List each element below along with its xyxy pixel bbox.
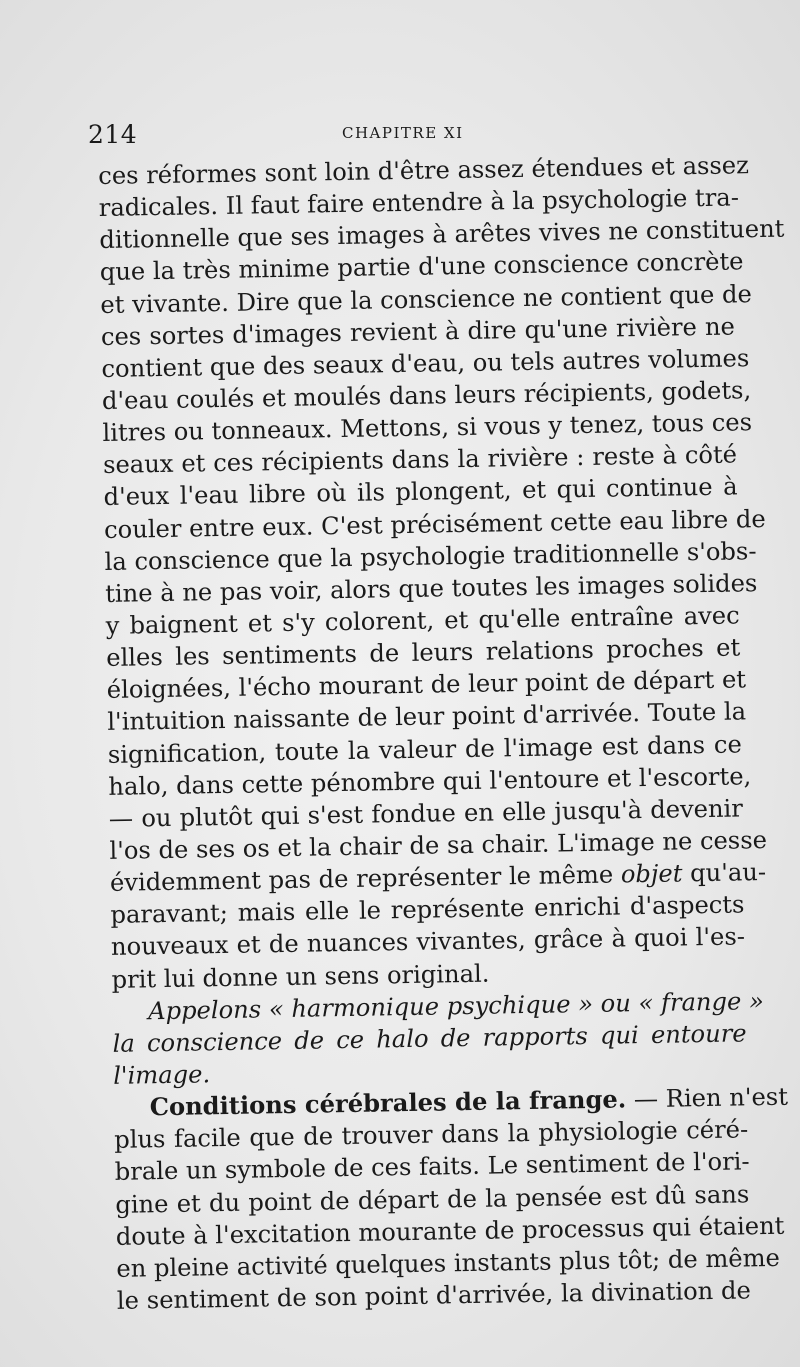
text-line: halo, dans cette pénombre qui l'entoure et l'escorte, bbox=[108, 761, 752, 801]
text-line: ces sortes d'images revient à dire qu'une rivière ne bbox=[100, 312, 736, 351]
text-line: prit lui donne un sens original. bbox=[111, 959, 490, 994]
text-line: en pleine activité quelques instants plus tôt; de même bbox=[116, 1243, 781, 1283]
text-line: d'eau coulés et moulés dans leurs récipients, godets, bbox=[101, 376, 752, 415]
text-line: — ou plutôt qui s'est fondue en elle jusqu'à devenir bbox=[108, 794, 744, 833]
text-line: l'intuition naissante de leur point d'arrivée. Toute la bbox=[107, 697, 747, 737]
text-line: gine et du point de départ de la pensée est dû sans bbox=[115, 1179, 750, 1219]
text-line: y baignent et s'y colorent, et qu'elle entraîne avec bbox=[105, 601, 740, 640]
text-line: d'eux l'eau libre où ils plongent, et qui continue à bbox=[103, 472, 738, 512]
section-heading: Conditions cérébrales de la frange. bbox=[149, 1084, 627, 1122]
text-line: ditionnelle que ses images à arêtes vives ne constituent bbox=[99, 214, 785, 255]
running-head: CHAPITRE XI bbox=[342, 124, 464, 142]
text-line: plus facile que de trouver dans la physiologie céré- bbox=[114, 1115, 749, 1155]
text-line: brale un symbole de ces faits. Le sentiment de l'ori- bbox=[114, 1147, 750, 1187]
emphasized-word: objet bbox=[620, 859, 683, 889]
text-line: le sentiment de son point d'arrivée, la divination de bbox=[116, 1276, 752, 1315]
text-line: la conscience que la psychologie traditionnelle s'obs- bbox=[104, 536, 757, 576]
text-line: et vivante. Dire que la conscience ne contient que de bbox=[100, 279, 753, 319]
body-text bbox=[98, 149, 789, 1316]
page-number: 214 bbox=[88, 120, 138, 149]
text-line: signification, toute la valeur de l'image est dans ce bbox=[107, 729, 743, 769]
text-run: évidemment pas de représenter le même bbox=[109, 860, 622, 897]
text-run: — Rien n'est bbox=[625, 1082, 789, 1114]
text-line: contient que des seaux d'eau, ou tels autres volumes bbox=[101, 344, 750, 383]
text-line: radicales. Il faut faire entendre à la psychologie tra- bbox=[98, 183, 740, 223]
text-line: la conscience de ce halo de rapports qui entoure bbox=[112, 1019, 747, 1058]
text-run: qu'au- bbox=[682, 858, 767, 888]
text-line: doute à l'excitation mourante de processus qui étaient bbox=[115, 1211, 785, 1251]
text-line: elles les sentiments de leurs relations proches et bbox=[106, 633, 741, 673]
text-line: Appelons « harmonique psychique » ou « frange » bbox=[147, 986, 764, 1025]
text-line: tine à ne pas voir, alors que toutes les images solides bbox=[104, 568, 758, 608]
text-line: litres ou tonneaux. Mettons, si vous y tenez, tous ces bbox=[102, 408, 753, 448]
text-line: paravant; mais elle le représente enrichi d'aspects bbox=[110, 890, 745, 930]
text-line: l'os de ses os et la chair de sa chair. L'image ne cesse bbox=[109, 825, 768, 865]
text-line: couler entre eux. C'est précisément cette eau libre de bbox=[103, 504, 766, 544]
text-line: ces réformes sont loin d'être assez étendues et assez bbox=[98, 151, 750, 190]
text-line: seaux et ces récipients dans la rivière : reste à côté bbox=[102, 440, 738, 480]
text-line: éloignées, l'écho mourant de leur point de départ et bbox=[106, 665, 747, 705]
text-line: nouveaux et de nuances vivantes, grâce à quoi l'es- bbox=[110, 922, 746, 962]
text-line: que la très minime partie d'une conscience concrète bbox=[99, 247, 744, 287]
text-line: l'image. bbox=[112, 1060, 211, 1090]
